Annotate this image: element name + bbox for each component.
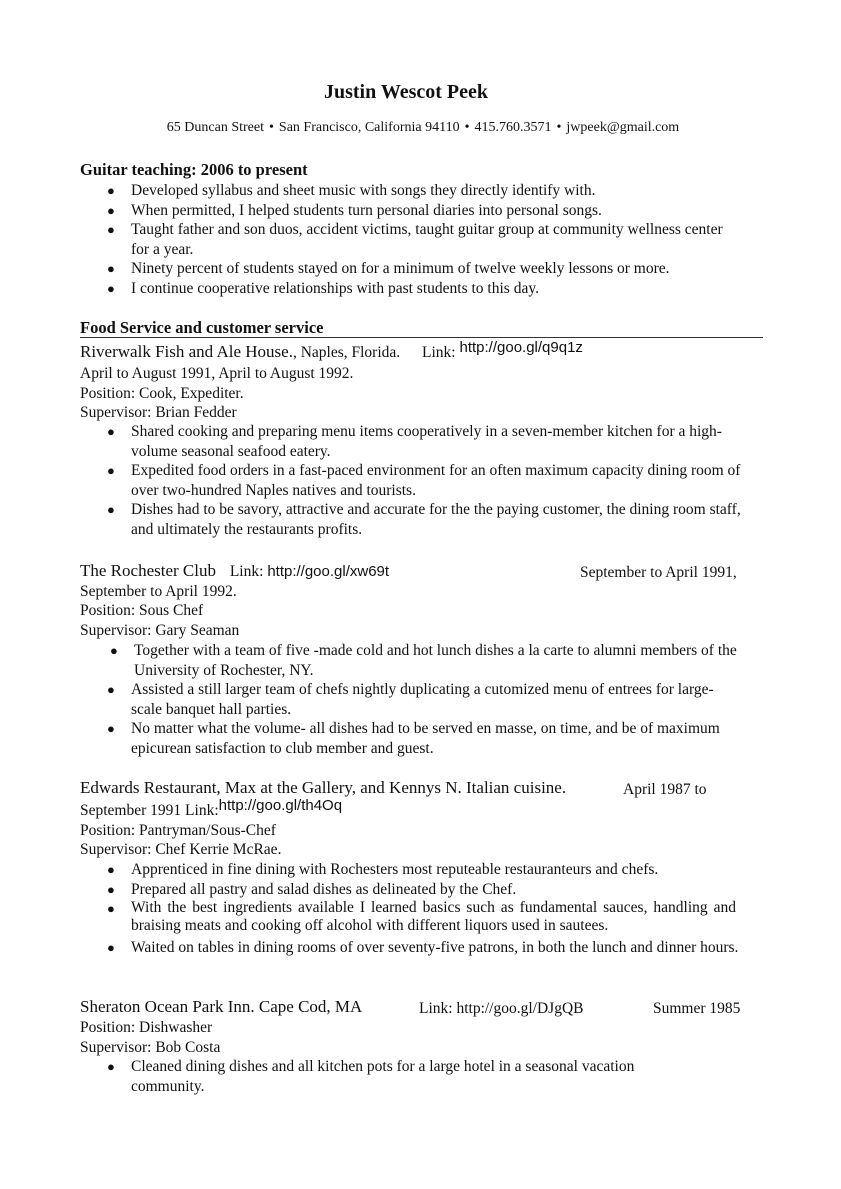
employer-name: Sheraton Ocean Park Inn. Cape Cod, MA	[80, 997, 363, 1016]
job-position: Position: Pantryman/Sous-Chef	[80, 822, 276, 839]
bullet-icon: ●	[107, 222, 115, 237]
job-supervisor: Supervisor: Brian Fedder	[80, 404, 237, 421]
bullet-icon: ●	[107, 261, 115, 276]
applicant-name: Justin Wescot Peek	[323, 81, 489, 103]
bullet-icon: ●	[107, 1059, 115, 1074]
job-link[interactable]: Link: http://goo.gl/DJgQB	[419, 1000, 584, 1017]
bullet-text: Apprenticed in fine dining with Rochesters most reputeable restauranteurs and chefs.	[131, 861, 659, 878]
riverwalk-bullet-list	[0, 422, 743, 539]
list-item	[0, 259, 743, 279]
list-item	[0, 641, 759, 680]
list-item	[0, 860, 743, 880]
bullet-icon: ●	[107, 280, 115, 296]
job-link[interactable]: http://goo.gl/xw69t	[267, 563, 390, 580]
job-dates: September 1991	[80, 802, 182, 819]
list-item	[0, 899, 743, 935]
bullet-text: When permitted, I helped students turn personal diaries into personal songs.	[131, 201, 602, 219]
bullet-icon: ●	[107, 463, 115, 478]
list-item	[0, 461, 743, 500]
sheraton-bullet-list	[0, 1057, 691, 1096]
contact-separator: •	[269, 120, 274, 135]
bullet-icon: ●	[107, 901, 115, 916]
bullet-text: Cleaned dining dishes and all kitchen pots for a large hotel in a seasonal vacation community.	[131, 1058, 635, 1095]
edwards-bullet-list	[0, 860, 743, 958]
list-item	[0, 680, 759, 719]
bullet-icon: ●	[107, 502, 115, 517]
list-item	[0, 719, 759, 758]
bullet-icon: ●	[107, 721, 115, 736]
contact-separator: •	[556, 120, 562, 135]
list-item	[0, 201, 743, 221]
contact-email[interactable]: jwpeek@gmail.com	[566, 120, 680, 135]
bullet-icon: ●	[107, 424, 115, 439]
bullet-icon: ●	[107, 682, 115, 697]
employer-location: , Naples, Florida.	[292, 344, 401, 361]
job-dates: September to April 1992.	[80, 583, 237, 600]
bullet-text: I continue cooperative relationships with past students to this day.	[131, 279, 539, 297]
job-header-riverwalk	[80, 339, 583, 363]
bullet-icon: ●	[107, 862, 115, 877]
employer-name: Riverwalk Fish and Ale House.	[80, 342, 293, 361]
contact-city: San Francisco, California 94110	[278, 120, 460, 135]
employer-name: The Rochester Club	[80, 561, 216, 580]
job-supervisor: Supervisor: Bob Costa	[80, 1039, 221, 1056]
food-section-title: Food Service and customer service	[80, 318, 324, 337]
list-item	[0, 422, 743, 461]
contact-address: 65 Duncan Street	[166, 120, 264, 135]
bullet-text: Developed syllabus and sheet music with songs they directly identify with.	[131, 182, 596, 199]
job-header-rochester	[80, 561, 389, 582]
section-divider	[80, 337, 763, 338]
job-link[interactable]: http://goo.gl/th4Oq	[218, 797, 343, 814]
list-item	[0, 220, 743, 259]
guitar-section-title: Guitar teaching: 2006 to present	[80, 160, 308, 179]
job-dates-right: April 1987 to	[623, 781, 707, 798]
bullet-text: Taught father and son duos, accident victims, taught guitar group at community wellness center for a year.	[131, 221, 723, 258]
job-position: Position: Sous Chef	[80, 602, 204, 619]
list-item	[0, 1057, 691, 1096]
job-dates-right: September to April 1991,	[580, 564, 737, 581]
bullet-text: Shared cooking and preparing menu items cooperatively in a seven-member kitchen for a high-volume seasonal seafood eatery.	[131, 423, 722, 460]
rochester-bullet-list	[0, 641, 759, 758]
job-header-edwards	[80, 778, 566, 799]
list-item	[0, 938, 743, 958]
job-supervisor: Supervisor: Chef Kerrie McRae.	[80, 841, 282, 858]
list-item	[0, 500, 743, 539]
job-link[interactable]: http://goo.gl/q9q1z	[459, 339, 583, 356]
bullet-text: Dishes had to be savory, attractive and accurate for the the paying customer, the dining room staff, and ultimately the restaurants profits.	[131, 501, 741, 538]
bullet-text: Expedited food orders in a fast-paced environment for an often maximum capacity dining room of over two-hundred Naples natives and tourists.	[131, 462, 741, 499]
job-dates: April to August 1991, April to August 1992.	[80, 365, 354, 382]
contact-phone: 415.760.3571	[474, 120, 552, 135]
bullet-icon: ●	[107, 183, 115, 198]
contact-separator: •	[464, 120, 470, 135]
link-label: Link:	[422, 344, 456, 361]
job-dates-right: Summer 1985	[653, 1000, 741, 1017]
bullet-icon: ●	[107, 881, 115, 897]
job-position: Position: Cook, Expediter.	[80, 385, 244, 402]
bullet-icon: ●	[110, 643, 118, 658]
bullet-icon: ●	[107, 940, 115, 955]
guitar-bullet-list	[0, 181, 743, 298]
bullet-text: With the best ingredients available I learned basics such as fundamental sauces, handling and braising meats and cooking off alcohol with different liquors used in sautees.	[131, 899, 736, 934]
contact-line	[0, 120, 841, 136]
list-item	[0, 880, 743, 900]
bullet-text: Assisted a still larger team of chefs nightly duplicating a cutomized menu of entrees for large-scale banquet hall parties.	[131, 681, 714, 718]
bullet-text: Together with a team of five -made cold and hot lunch dishes a la carte to alumni members of the University of Rochester, NY.	[134, 642, 737, 679]
link-label: Link:	[229, 563, 264, 580]
bullet-text: Prepared all pastry and salad dishes as delineated by the Chef.	[131, 880, 517, 898]
list-item	[0, 181, 743, 201]
bullet-text: Ninety percent of students stayed on for a minimum of twelve weekly lessons or more.	[131, 260, 670, 277]
link-label: Link:	[185, 802, 219, 819]
job-supervisor: Supervisor: Gary Seaman	[80, 622, 240, 639]
bullet-text: No matter what the volume- all dishes had to be served en masse, on time, and be of maximum epicurean satisfaction to club member and guest.	[131, 720, 720, 757]
list-item	[0, 279, 743, 299]
bullet-icon: ●	[107, 202, 115, 218]
job-dates-link-line	[80, 797, 343, 821]
employer-name: Edwards Restaurant, Max at the Gallery, and Kennys N. Italian cuisine.	[80, 778, 567, 797]
bullet-text: Waited on tables in dining rooms of over seventy-five patrons, in both the lunch and dinner hours.	[131, 939, 739, 956]
job-header-sheraton	[80, 997, 362, 1018]
job-position: Position: Dishwasher	[80, 1019, 213, 1036]
